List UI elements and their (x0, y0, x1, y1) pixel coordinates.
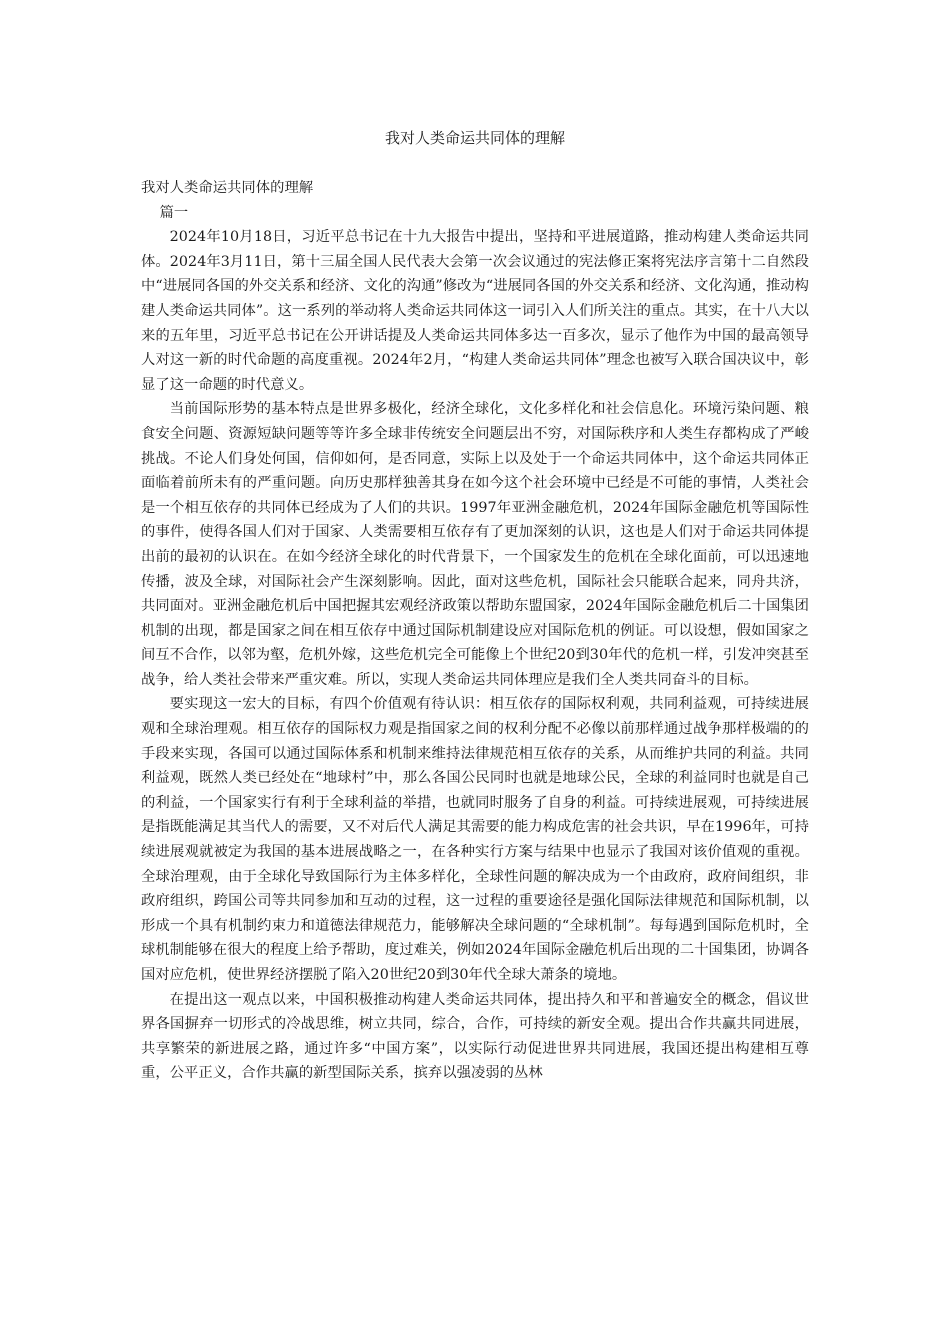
document-subtitle: 我对人类命运共同体的理解 (141, 180, 314, 196)
paragraph-3: 要实现这一宏大的目标，有四个价值观有待认识：相互依存的国际权利观，共同利益观，可持续进展观和全球治理观。相互依存的国际权力观是指国家之间的权利分配不必像以前那样通过战争那样极端的的手段来实现，各国可以通过国际体系和机制来维持法律规范相互依存的关系，从而维护共同的利益。共同利益观，既然人类已经处在“地球村”中，那么各国公民同时也就是地球公民，全球的利益同时也就是自己的利益，一个国家实行有利于全球利益的举措，也就同时服务了自身的利益。可持续进展观，可持续进展是指既能满足其当代人的需要，又不对后代人满足其需要的能力构成危害的社会共识，早在1996年，可持续进展观就被定为我国的基本进展战略之一，在各种实行方案与结果中也显示了我国对该价值观的重视。全球治理观，由于全球化导致国际行为主体多样化，全球性问题的解决成为一个由政府，政府间组织，非政府组织，跨国公司等共同参加和互动的过程，这一过程的重要途径是强化国际法律规范和国际机制，以形成一个具有机制约束力和道德法律规范力，能够解决全球问题的“全球机制”。每每遇到国际危机时，全球机制能够在很大的程度上给予帮助，度过难关，例如2024年国际金融危机后出现的二十国集团，协调各国对应危机，使世界经济摆脱了陷入20世纪20到30年代全球大萧条的境地。 (141, 696, 809, 983)
document-title: 我对人类命运共同体的理解 (384, 129, 565, 147)
document-body (141, 176, 809, 1086)
paragraph-2: 当前国际形势的基本特点是世界多极化，经济全球化，文化多样化和社会信息化。环境污染问题、粮食安全问题、资源短缺问题等等许多全球非传统安全问题层出不穷，对国际秩序和人类生存都构成了严峻挑战。不论人们身处何国，信仰如何，是否同意，实际上以及处于一个命运共同体中，这个命运共同体正面临着前所未有的严重问题。向历史那样独善其身在如今这个社会环境中已经是不可能的事情，人类社会是一个相互依存的共同体已经成为了人们的共识。1997年亚洲金融危机，2024年国际金融危机等国际性的事件，使得各国人们对于国家、人类需要相互依存有了更加深刻的认识，这也是人们对于命运共同体提出前的最初的认识在。在如今经济全球化的时代背景下，一个国家发生的危机在全球化面前，可以迅速地传播，波及全球，对国际社会产生深刻影响。因此，面对这些危机，国际社会只能联合起来，同舟共济，共同面对。亚洲金融危机后中国把握其宏观经济政策以帮助东盟国家，2024年国际金融危机后二十国集团机制的出现，都是国家之间在相互依存中通过国际机制建设应对国际危机的例证。可以设想，假如国家之间互不合作，以邻为壑，危机外嫁，这些危机完全可能像上个世纪20到30年代的危机一样，引发冲突甚至战争，给人类社会带来严重灾难。所以，实现人类命运共同体理应是我们全人类共同奋斗的目标。 (141, 401, 809, 688)
paragraph-1: 2024年10月18日，习近平总书记在十九大报告中提出，坚持和平进展道路，推动构建人类命运共同体。2024年3月11日，第十三届全国人民代表大会第一次会议通过的宪法修正案将宪法序言第十二自然段中“进展同各国的外交关系和经济、文化的沟通”修改为“进展同各国的外交关系和经济、文化沟通，推动构建人类命运共同体”。这一系列的举动将人类命运共同体这一词引入人们所关注的重点。其实，在十八大以来的五年里，习近平总书记在公开讲话提及人类命运共同体多达一百多次，显示了他作为中国的最高领导人对这一新的时代命题的高度重视。2024年2月，“构建人类命运共同体”理念也被写入联合国决议中，彰显了这一命题的时代意义。 (141, 229, 809, 393)
section-label: 篇一 (159, 204, 189, 221)
paragraph-4: 在提出这一观点以来，中国积极推动构建人类命运共同体，提出持久和平和普遍安全的概念，倡议世界各国摒弃一切形式的冷战思维，树立共同，综合，合作，可持续的新安全观。提出合作共赢共同进展，共享繁荣的新进展之路，通过许多“中国方案”，以实际行动促进世界共同进展，我国还提出构建相互尊重，公平正义，合作共赢的新型国际关系，摈弃以强凌弱的丛林 (141, 991, 809, 1082)
